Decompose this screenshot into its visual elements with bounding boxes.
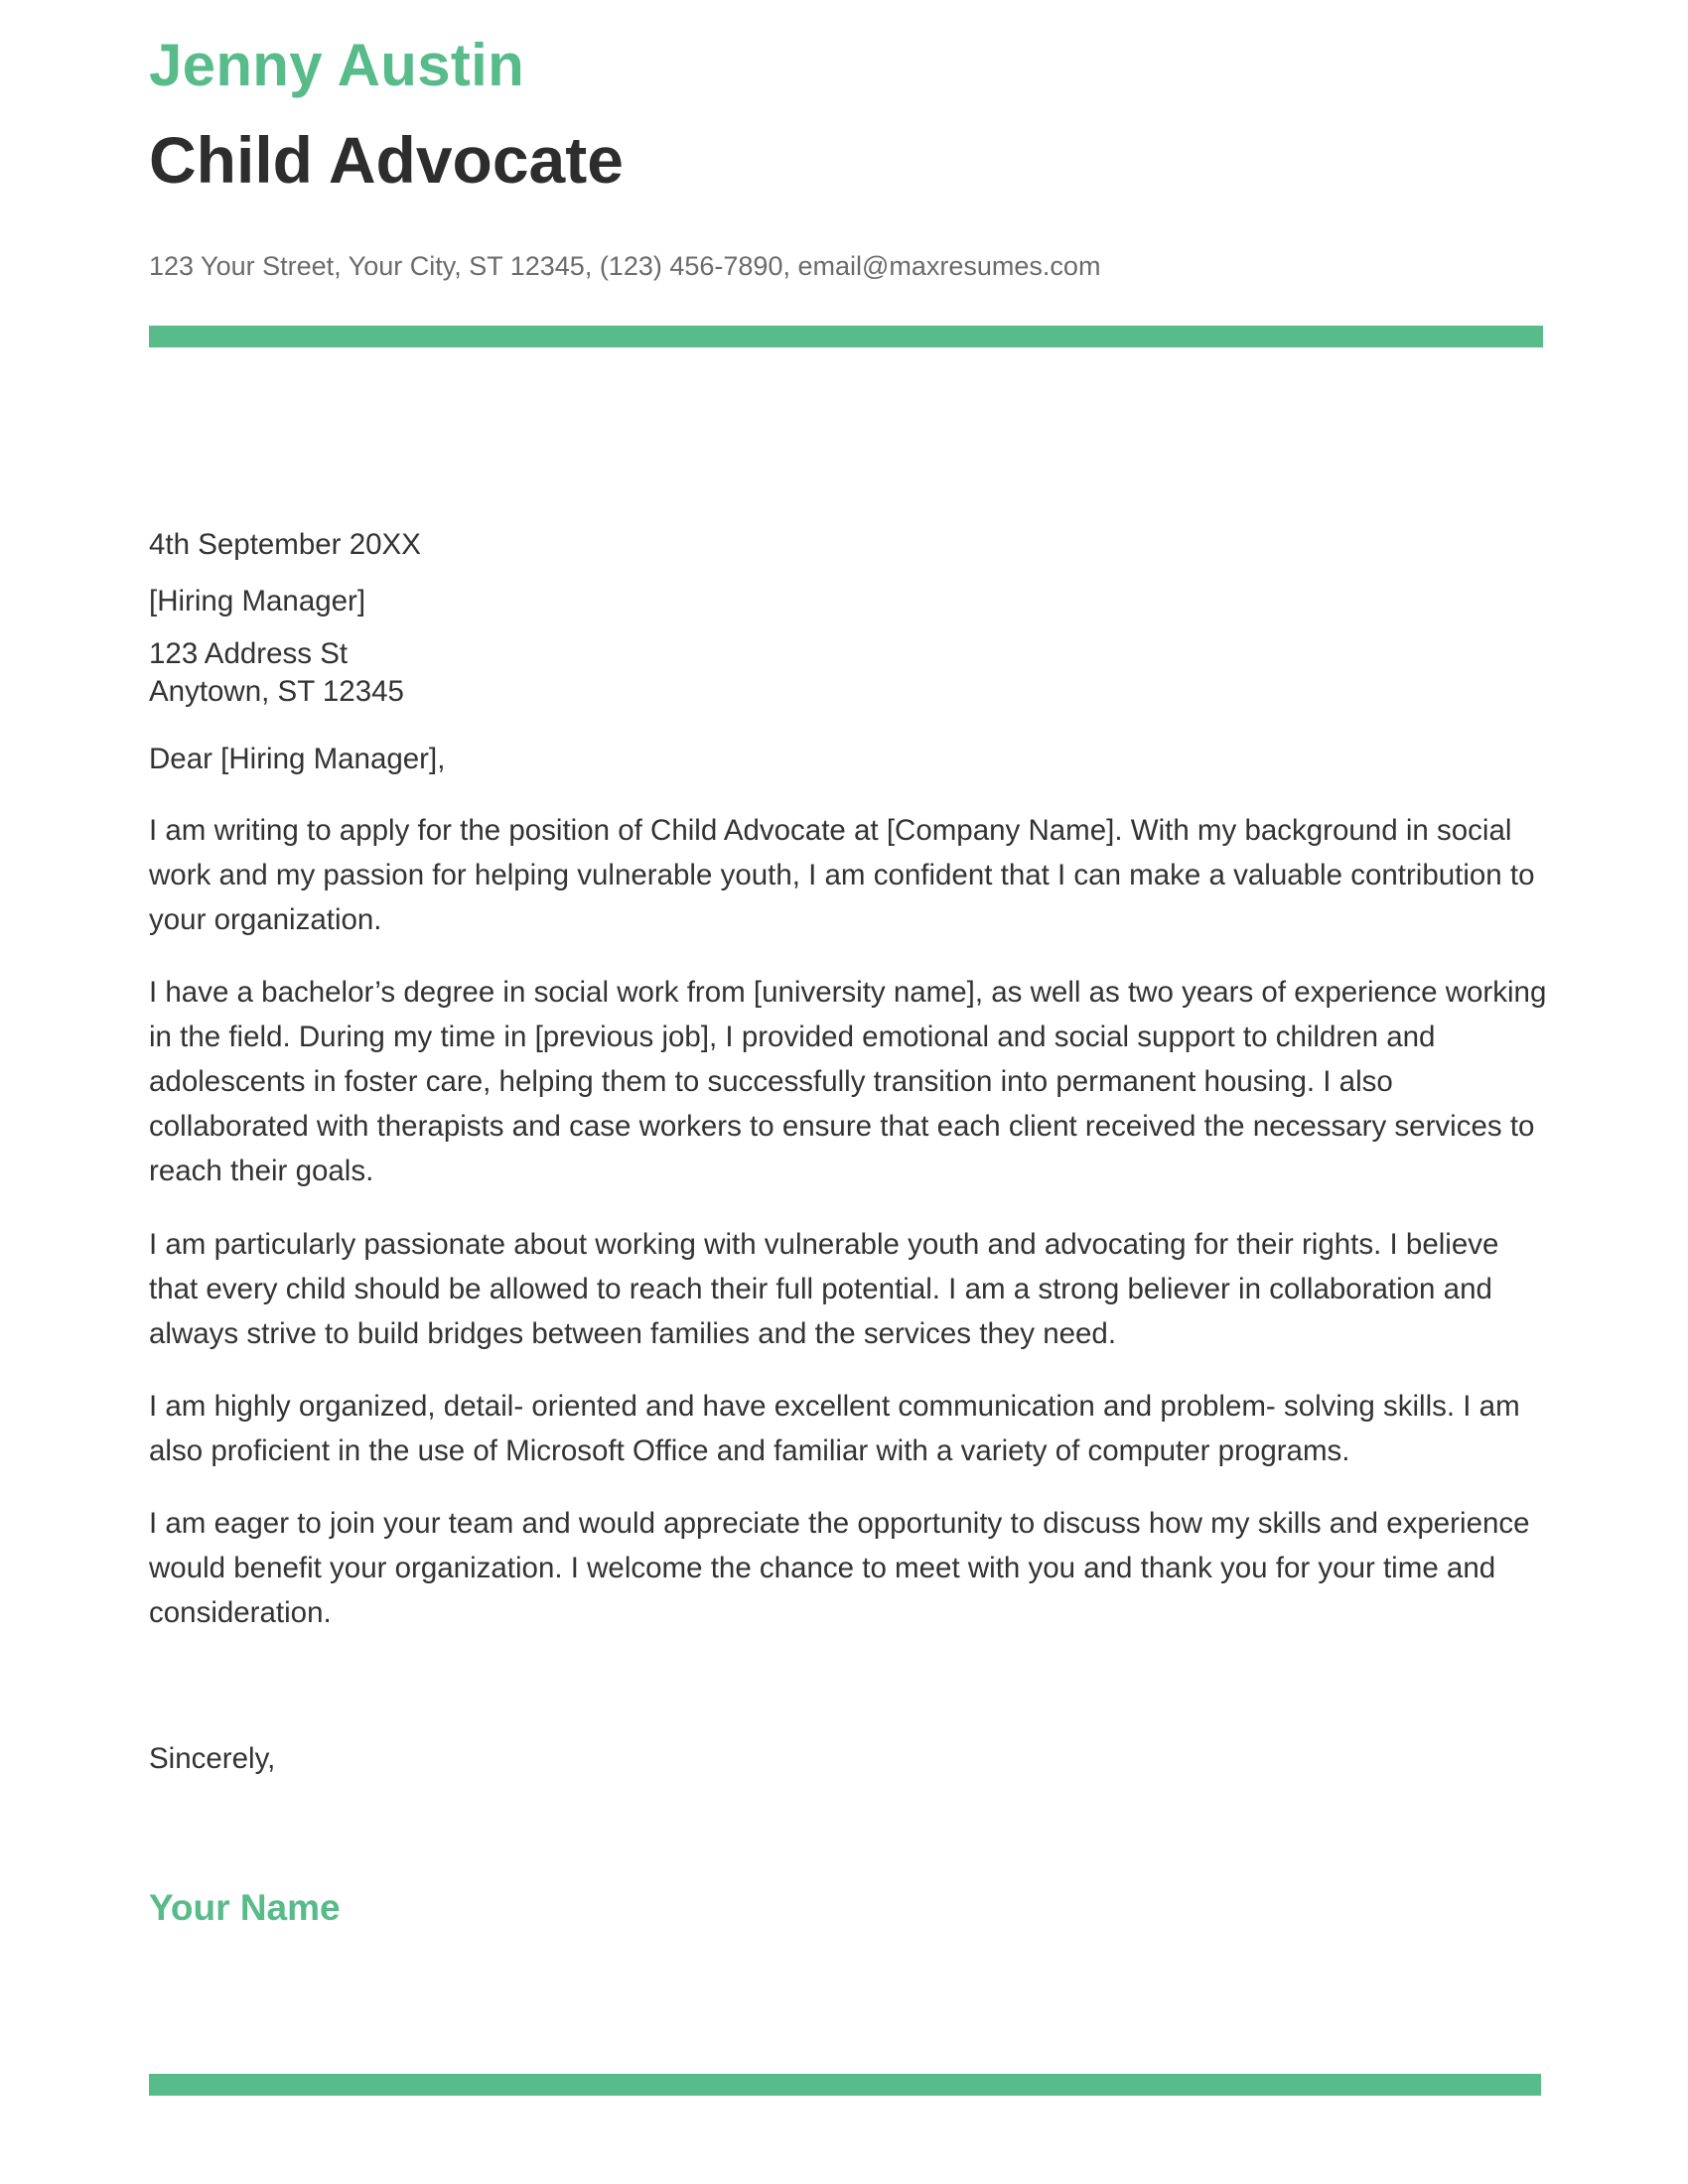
closing: Sincerely, [149, 1742, 276, 1775]
contact-info: 123 Your Street, Your City, ST 12345, (123) 456-7890, email@maxresumes.com [149, 251, 1101, 281]
salutation: Dear [Hiring Manager], [149, 743, 446, 775]
header-divider [149, 326, 1543, 347]
footer-divider [149, 2074, 1541, 2096]
letter-date: 4th September 20XX [149, 528, 421, 561]
job-title: Child Advocate [149, 123, 624, 197]
body-paragraph: I am writing to apply for the position of Child Advocate at [Company Name]. With my background in social work and my passion for helping vulnerable youth, I am confident that I can make a valuable contribution to your organization. [149, 814, 1535, 936]
body-paragraph: I am highly organized, detail- oriented and have excellent communication and problem- solving skills. I am also proficient in the use of Microsoft Office and familiar with a variety of computer programs. [149, 1390, 1520, 1467]
body-paragraph: I am particularly passionate about working with vulnerable youth and advocating for their rights. I believe that every child should be allowed to reach their full potential. I am a strong believer in collaboration and always strive to build bridges between families and the services they need. [149, 1228, 1499, 1350]
signature-name: Your Name [149, 1887, 341, 1928]
body-paragraph: I have a bachelor’s degree in social work from [university name], as well as two years of experience working in the field. During my time in [previous job], I provided emotional and social support to children and adolescents in foster care, helping them to successfully transition into permanent housing. I also collaborated with therapists and case workers to ensure that each client received the necessary services to reach their goals. [149, 976, 1547, 1187]
recipient-name: [Hiring Manager] [149, 585, 366, 617]
recipient-address [149, 635, 1559, 711]
address-line-1: 123 Address St [149, 637, 349, 670]
body-paragraph: I am eager to join your team and would appreciate the opportunity to discuss how my skills and experience would benefit your organization. I welcome the chance to meet with you and thank you for your time and consideration. [149, 1507, 1530, 1629]
applicant-name: Jenny Austin [149, 32, 525, 98]
address-line-2: Anytown, ST 12345 [149, 675, 404, 708]
